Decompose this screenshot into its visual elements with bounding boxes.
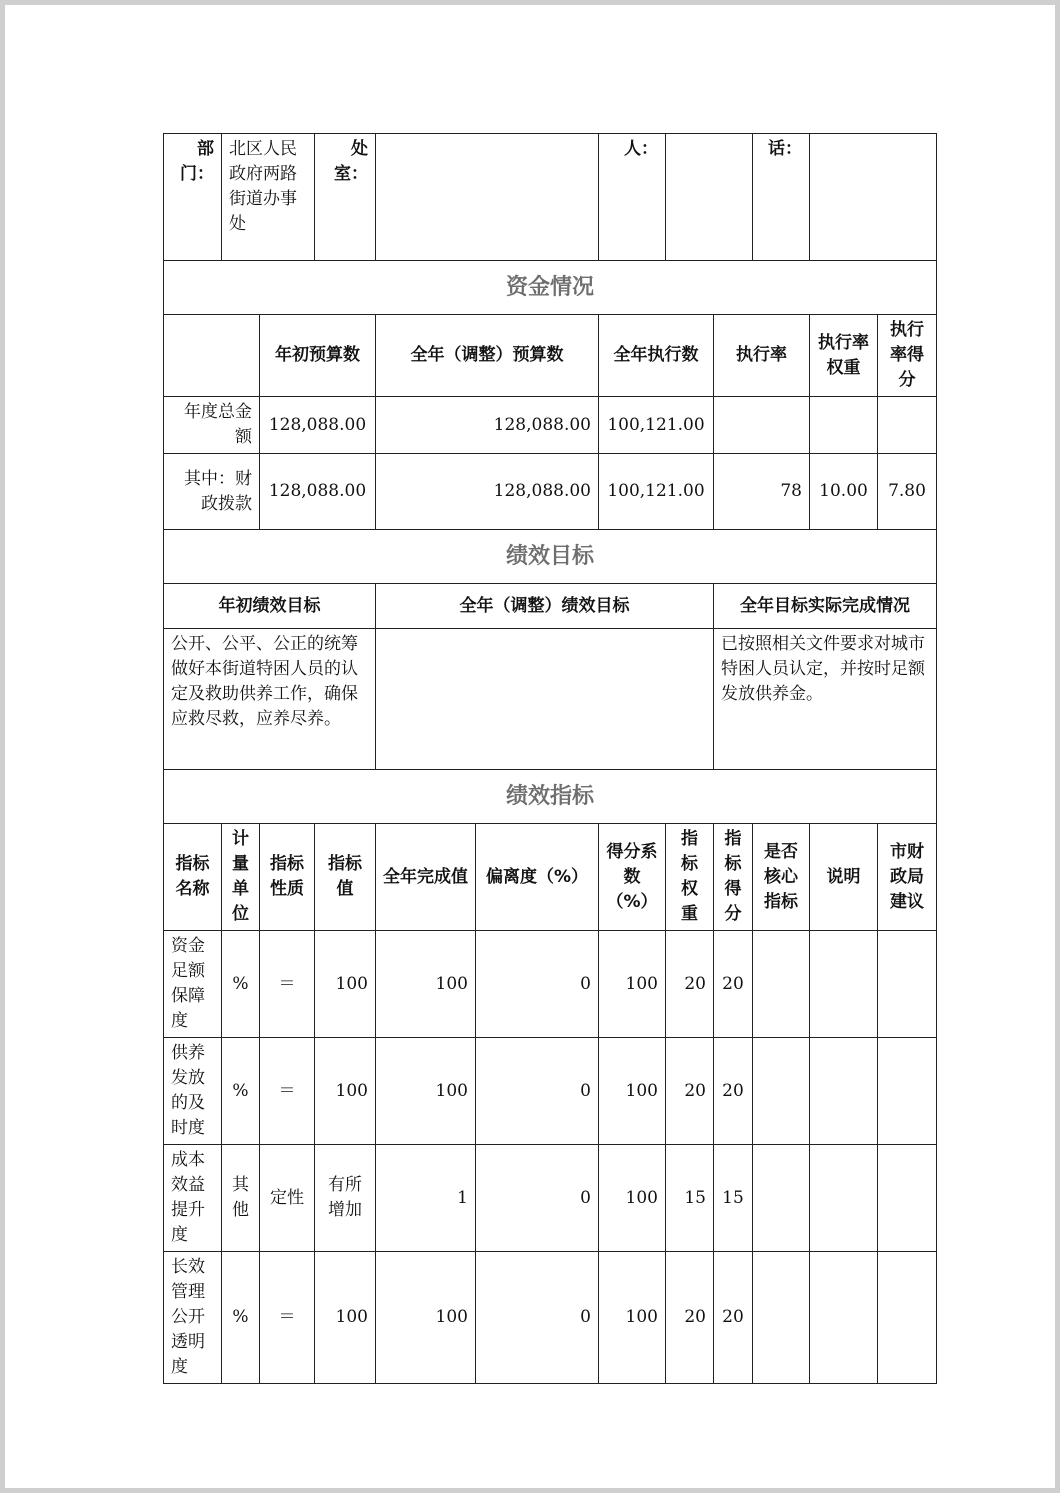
person-value [666,134,753,261]
ind-nature: 定性 [260,1145,315,1252]
ind-actual: 1 [376,1145,476,1252]
funds-row-fiscal [164,454,937,530]
indicators-section-title: 绩效指标 [164,770,937,824]
ind-col-unit: 计量单位 [222,824,260,931]
funds-row-total [164,397,937,454]
ind-deviation: 0 [476,1038,599,1145]
goals-col-adjusted: 全年（调整）绩效目标 [376,584,714,629]
goals-col-actual: 全年目标实际完成情况 [714,584,937,629]
ind-actual: 100 [376,1038,476,1145]
funds-col-weight: 执行率权重 [810,315,878,397]
funds-adjusted-value: 128,088.00 [376,397,599,454]
ind-advice [878,931,937,1038]
ind-deviation: 0 [476,1145,599,1252]
ind-name: 供养发放的及时度 [164,1038,222,1145]
ind-actual: 100 [376,1252,476,1384]
goals-content-row [164,629,937,770]
ind-col-note: 说明 [810,824,878,931]
ind-core [753,1252,810,1384]
table-row [164,1038,937,1145]
ind-unit: % [222,1038,260,1145]
office-label: 处室： [315,134,376,261]
funds-executed-value: 100,121.00 [599,397,714,454]
ind-note [810,1252,878,1384]
ind-name: 资金足额保障度 [164,931,222,1038]
ind-col-name: 指标名称 [164,824,222,931]
ind-advice [878,1038,937,1145]
funds-header-row [164,315,937,397]
funds-initial-value: 128,088.00 [260,397,376,454]
ind-target: 有所增加 [315,1145,376,1252]
funds-initial-value: 128,088.00 [260,454,376,530]
table-row [164,1145,937,1252]
indicators-header-row [164,824,937,931]
header-row [164,134,937,261]
funds-col-score: 执行率得分 [878,315,937,397]
ind-score: 20 [714,1252,753,1384]
funds-executed-value: 100,121.00 [599,454,714,530]
funds-rate-value: 78 [714,454,810,530]
goals-initial-text: 公开、公平、公正的统筹做好本街道特困人员的认定及救助供养工作，确保应救尽救，应养尽养。 [164,629,376,770]
ind-unit: % [222,1252,260,1384]
phone-value [810,134,937,261]
ind-name: 成本效益提升度 [164,1145,222,1252]
ind-unit: % [222,931,260,1038]
goals-section-title: 绩效目标 [164,530,937,584]
ind-weight: 20 [666,1252,714,1384]
ind-core [753,1038,810,1145]
funds-weight-value [810,397,878,454]
goals-header-row [164,584,937,629]
ind-score: 20 [714,1038,753,1145]
ind-note [810,931,878,1038]
ind-weight: 20 [666,931,714,1038]
ind-deviation: 0 [476,1252,599,1384]
ind-name: 长效管理公开透明度 [164,1252,222,1384]
document-page [5,5,1055,1488]
funds-rate-value [714,397,810,454]
ind-col-coef: 得分系数（%） [599,824,666,931]
funds-row-label: 其中：财政拨款 [164,454,260,530]
funds-adjusted-value: 128,088.00 [376,454,599,530]
ind-note [810,1038,878,1145]
ind-note [810,1145,878,1252]
goals-adjusted-text [376,629,714,770]
ind-advice [878,1145,937,1252]
ind-coef: 100 [599,1145,666,1252]
ind-col-target: 指标值 [315,824,376,931]
funds-col-initial: 年初预算数 [260,315,376,397]
ind-col-weight: 指标权重 [666,824,714,931]
ind-coef: 100 [599,1252,666,1384]
funds-row-label: 年度总金额 [164,397,260,454]
ind-deviation: 0 [476,931,599,1038]
funds-score-value: 7.80 [878,454,937,530]
funds-col-rate: 执行率 [714,315,810,397]
ind-score: 15 [714,1145,753,1252]
dept-value: 北区人民政府两路街道办事处 [222,134,315,261]
phone-label: 话： [753,134,810,261]
ind-coef: 100 [599,1038,666,1145]
table-row [164,1252,937,1384]
ind-core [753,931,810,1038]
ind-weight: 20 [666,1038,714,1145]
funds-score-value [878,397,937,454]
ind-col-core: 是否核心指标 [753,824,810,931]
ind-score: 20 [714,931,753,1038]
office-value [376,134,599,261]
ind-nature: ＝ [260,1038,315,1145]
goals-actual-text: 已按照相关文件要求对城市特困人员认定，并按时足额发放供养金。 [714,629,937,770]
funds-col-executed: 全年执行数 [599,315,714,397]
table-row [164,931,937,1038]
ind-col-deviation: 偏离度（%） [476,824,599,931]
ind-col-score: 指标得分 [714,824,753,931]
ind-advice [878,1252,937,1384]
ind-col-actual: 全年完成值 [376,824,476,931]
ind-weight: 15 [666,1145,714,1252]
person-label: 人： [599,134,666,261]
funds-section-title: 资金情况 [164,261,937,315]
dept-label: 部门： [164,134,222,261]
funds-corner-cell [164,315,260,397]
ind-target: 100 [315,931,376,1038]
ind-target: 100 [315,1038,376,1145]
funds-weight-value: 10.00 [810,454,878,530]
performance-table [163,133,937,1384]
ind-actual: 100 [376,931,476,1038]
ind-coef: 100 [599,931,666,1038]
ind-target: 100 [315,1252,376,1384]
ind-col-nature: 指标性质 [260,824,315,931]
funds-col-adjusted: 全年（调整）预算数 [376,315,599,397]
goals-col-initial: 年初绩效目标 [164,584,376,629]
ind-nature: ＝ [260,1252,315,1384]
ind-col-advice: 市财政局建议 [878,824,937,931]
ind-nature: ＝ [260,931,315,1038]
ind-core [753,1145,810,1252]
ind-unit: 其他 [222,1145,260,1252]
